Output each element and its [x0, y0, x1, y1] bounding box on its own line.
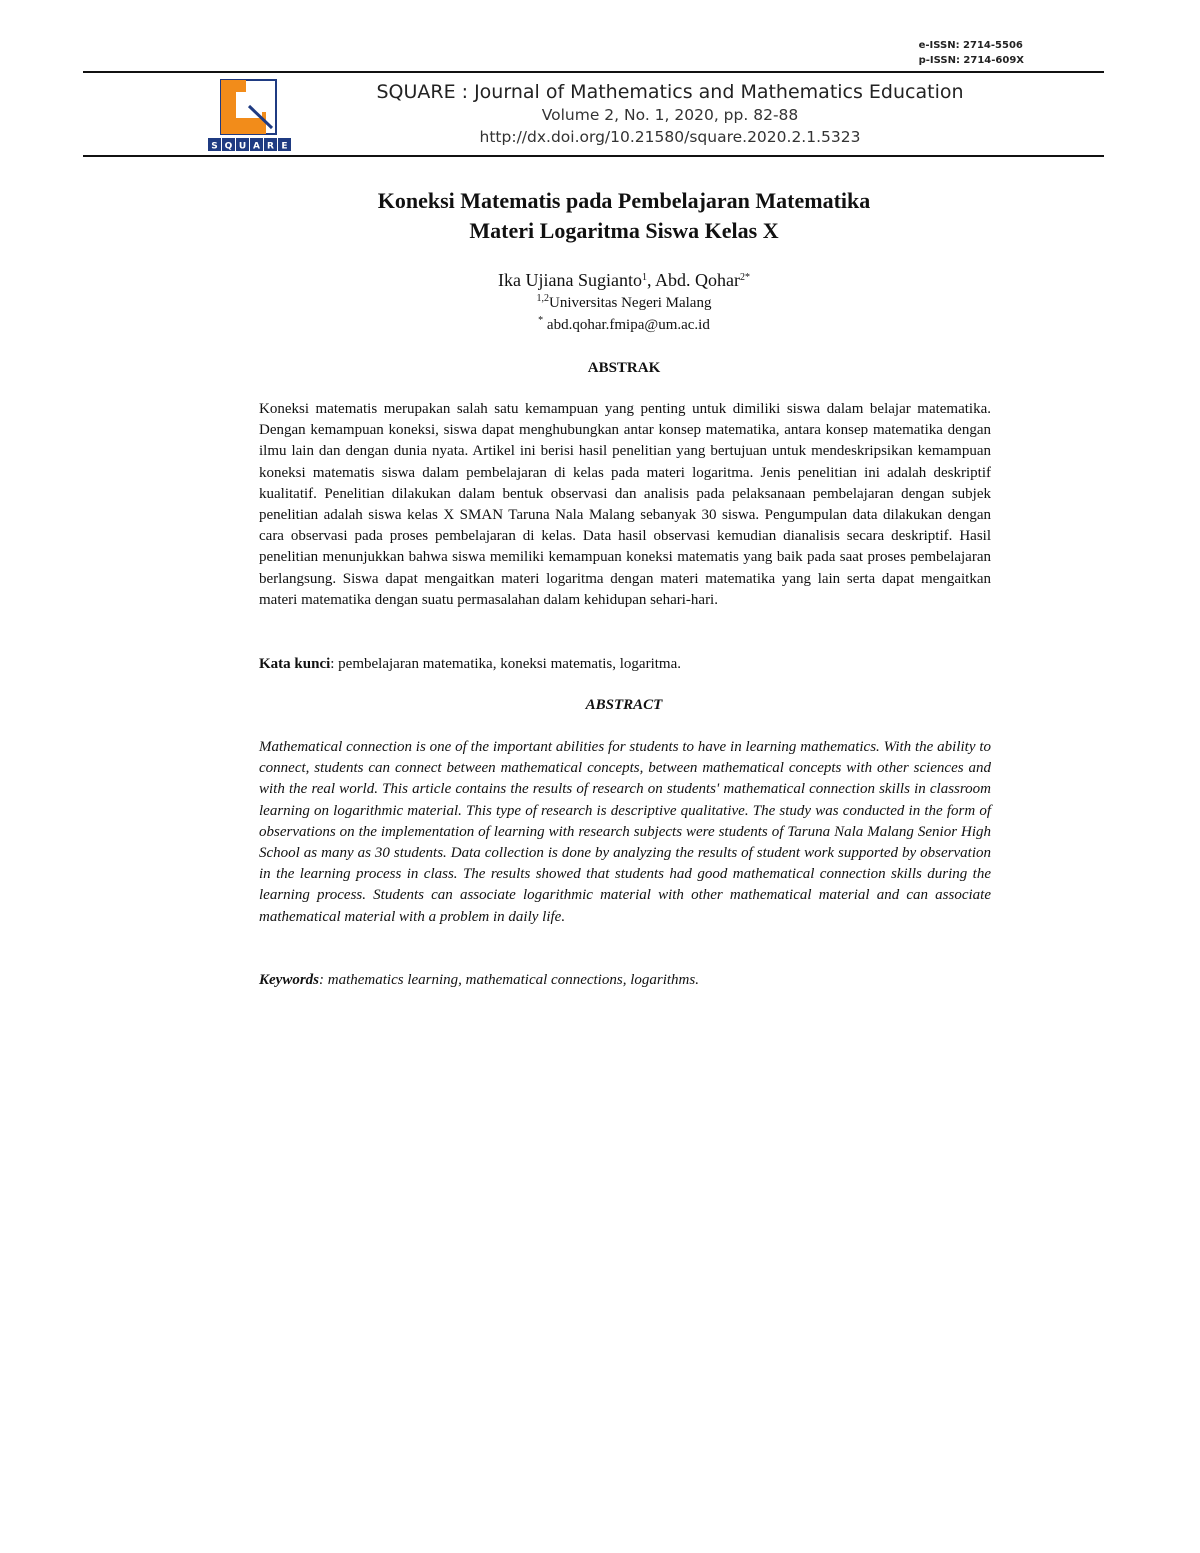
author-2-sup: 2*: [739, 272, 750, 283]
keywords-values: : mathematics learning, mathematical connections, logarithms.: [319, 972, 699, 988]
issn-block: [919, 38, 1024, 68]
svg-text:S: S: [211, 141, 218, 152]
header-bottom-rule: [83, 155, 1104, 157]
journal-title: SQUARE : Journal of Mathematics and Mathematics Education: [376, 81, 964, 103]
abstract-heading: ABSTRACT: [585, 697, 663, 713]
affiliation: [200, 292, 1048, 314]
paper-title-line2: Materi Logaritma Siswa Kelas X: [469, 218, 779, 243]
svg-text:R: R: [267, 141, 274, 152]
email-address[interactable]: abd.qohar.fmipa@um.ac.id: [546, 317, 710, 333]
keywords: [259, 970, 991, 991]
kata-kunci-values: : pembelajaran matematika, koneksi matematis, logaritma.: [330, 656, 681, 672]
corresponding-email: [200, 314, 1048, 336]
author-1-sup: 1: [641, 272, 647, 283]
affiliation-sup: 1,2: [536, 293, 550, 304]
abstract-body: Mathematical connection is one of the important abilities for students to have in learning mathematics. With the ability to connect, students can connect between mathematical concepts, between mathematical concepts with other sciences and with the real world. This article contains the results of research on students' mathematical connection skills in classroom learning on logarithmic material. This type of research is descriptive qualitative. The study was conducted in the form of observations on the implementation of learning with research subjects were students of Taruna Nala Malang Senior High School as many as 30 students. Data collection is done by analyzing the results of student work supported by observation in the learning process in class. The results showed that students had good mathematical connection skills during the learning process. Students can associate logarithmic material with other mathematical material and can associate mathematical material with a problem in daily life.: [259, 739, 991, 925]
paper-title-line1: Koneksi Matematis pada Pembelajaran Matematika: [377, 188, 871, 213]
square-journal-logo: [206, 78, 292, 152]
author-separator: ,: [646, 270, 655, 290]
p-issn: p-ISSN: 2714-609X: [918, 55, 1024, 66]
journal-volume: Volume 2, No. 1, 2020, pp. 82-88: [541, 106, 799, 124]
abstrak-heading: ABSTRAK: [587, 360, 661, 376]
paper-title: [200, 186, 1048, 246]
header-top-rule: [83, 71, 1104, 73]
svg-text:A: A: [253, 141, 260, 152]
affiliation-name: Universitas Negeri Malang: [549, 295, 712, 311]
journal-header: [340, 80, 1000, 148]
journal-doi-link[interactable]: http://dx.doi.org/10.21580/square.2020.2.1.5323: [479, 128, 861, 146]
kata-kunci: [259, 654, 991, 675]
svg-text:E: E: [281, 141, 288, 152]
svg-text:U: U: [238, 141, 247, 152]
kata-kunci-label: Kata kunci: [259, 656, 331, 672]
e-issn: e-ISSN: 2714-5506: [918, 40, 1023, 51]
svg-text:Q: Q: [224, 141, 233, 152]
keywords-label: Keywords: [259, 972, 319, 988]
author-1: Ika Ujiana Sugianto: [498, 270, 642, 290]
abstrak-body: Koneksi matematis merupakan salah satu kemampuan yang penting untuk dimiliki siswa dalam belajar matematika. Dengan kemampuan koneksi, siswa dapat menghubungkan antar konsep matematika, antara konsep matematika dengan ilmu lain dan dengan dunia nyata. Artikel ini berisi hasil penelitian yang bertujuan untuk mendeskripsikan kemampuan koneksi matematis siswa dalam pembelajaran di kelas pada materi logaritma. Jenis penelitian ini adalah deskriptif kualitatif. Penelitian dilakukan dalam bentuk observasi dan analisis pada pelaksanaan pembelajaran dengan subjek penelitian adalah siswa kelas X SMAN Taruna Nala Malang sebanyak 30 siswa. Pengumpulan data dilakukan dengan cara observasi pada proses pembelajaran di kelas. Data hasil observasi kemudian dianalisis secara deskriptif. Hasil penelitian menunjukkan bahwa siswa memiliki kemampuan koneksi matematis yang baik pada saat proses pembelajaran berlangsung. Siswa dapat mengaitkan materi logaritma dengan materi matematika yang lain serta dapat mengaitkan materi matematika dengan suatu permasalahan dalam kehidupan sehari-hari.: [259, 401, 991, 608]
email-sup: *: [538, 315, 544, 326]
author-list: [200, 268, 1048, 292]
logo-wordmark: [208, 138, 291, 152]
author-2: Abd. Qohar: [655, 270, 740, 290]
